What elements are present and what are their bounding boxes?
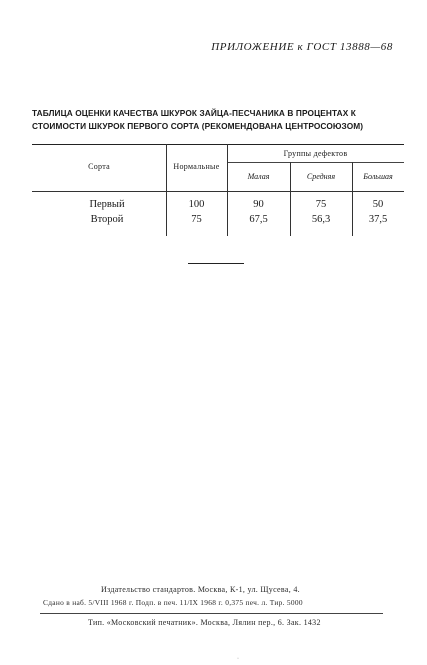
table-row-1-large: 50 — [372, 199, 384, 210]
table-top-rule — [32, 144, 404, 145]
group-header-rule — [227, 162, 404, 163]
table-row-2-large: 37,5 — [368, 214, 388, 225]
table-row-1-medium: 75 — [315, 199, 327, 210]
header-small: Малая — [247, 172, 270, 181]
table-row-2-grade: Второй — [90, 214, 124, 225]
imprint-publisher: Издательство стандартов. Москва, К-1, ул. Щусева, 4. — [101, 585, 300, 594]
section-divider — [188, 263, 244, 264]
imprint-rule — [40, 613, 383, 614]
header-grade: Сорта — [88, 162, 110, 171]
page-mark: · — [237, 656, 239, 662]
header-defect-groups: Группы дефектов — [283, 149, 348, 158]
table-row-1-normal: 100 — [188, 199, 205, 210]
table-row-1-grade: Первый — [89, 199, 125, 210]
table-row-2-small: 67,5 — [249, 214, 268, 225]
header-normal: Нормальные — [173, 162, 220, 171]
table-row-2-normal: 75 — [191, 214, 202, 225]
table-title — [32, 107, 404, 133]
table-title-line-2: СТОИМОСТИ ШКУРОК ПЕРВОГО СОРТА (РЕКОМЕНДОВАНА ЦЕНТРОСОЮЗОМ) — [32, 121, 364, 131]
appendix-header: ПРИЛОЖЕНИЕ к ГОСТ 13888—68 — [211, 41, 393, 53]
table-row-2-medium: 56,3 — [311, 214, 331, 225]
header-medium: Средняя — [306, 172, 336, 181]
header-bottom-rule — [32, 191, 404, 192]
header-large: Большая — [363, 172, 393, 181]
quality-table — [32, 144, 404, 236]
table-title-line-1: ТАБЛИЦА ОЦЕНКИ КАЧЕСТВА ШКУРОК ЗАЙЦА-ПЕСЧАНИКА В ПРОЦЕНТАХ К — [32, 108, 356, 118]
table-row-1-small: 90 — [253, 199, 264, 210]
imprint-printer: Тип. «Московский печатник». Москва, Лялин пер., 6. Зак. 1432 — [88, 618, 321, 627]
imprint-dates: Сдано в наб. 5/VIII 1968 г. Подп. в печ. 11/IX 1968 г. 0,375 печ. л. Тир. 5000 — [43, 598, 303, 607]
